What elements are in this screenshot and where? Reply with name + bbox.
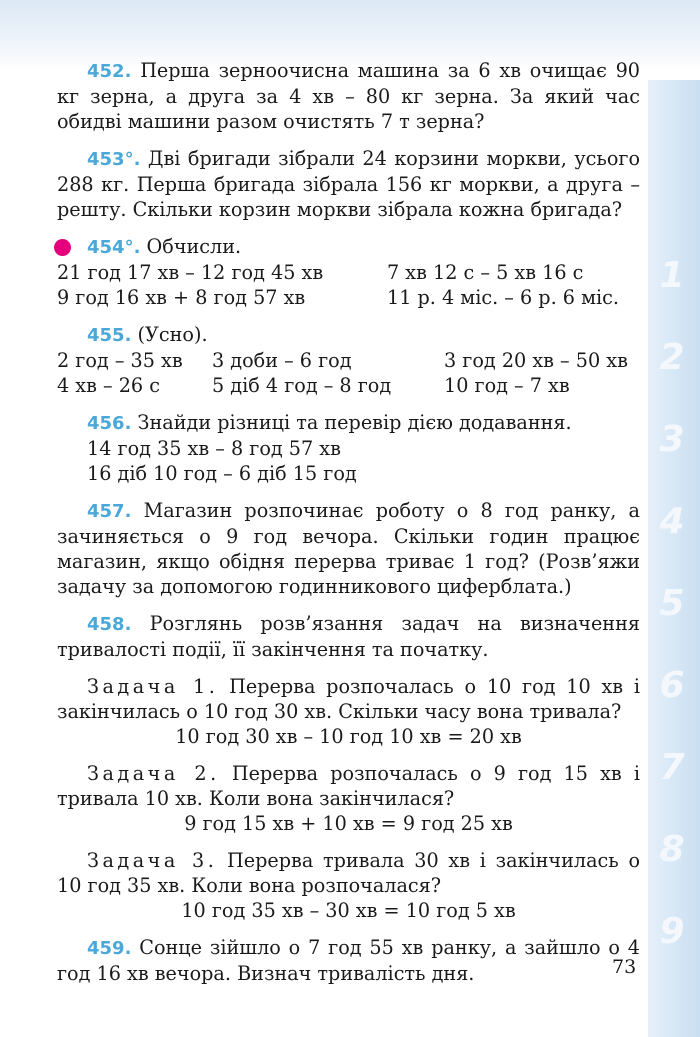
sub-problem xyxy=(57,761,640,836)
task-text: Сонце зійшло о 7 год 55 хв ранку, а зайшло о 4 год 16 хв вечора. Визнач тривалість дня. xyxy=(57,936,640,985)
task-453 xyxy=(57,146,640,222)
expression: 5 діб 4 год – 8 год xyxy=(212,374,392,397)
page-number: 73 xyxy=(612,956,637,978)
expression: 9 год 16 хв + 8 год 57 хв xyxy=(57,286,306,309)
problem-solution: 10 год 30 хв – 10 год 10 хв = 20 хв xyxy=(175,725,522,748)
side-number: 4 xyxy=(659,501,685,542)
expression: 3 доби – 6 год xyxy=(212,349,352,372)
problem-solution: 10 год 35 хв – 30 хв = 10 год 5 хв xyxy=(181,899,516,922)
problem-label: Задача 3. xyxy=(87,849,218,872)
problem-label: Задача 2. xyxy=(87,762,220,785)
sub-problem xyxy=(57,674,640,749)
task-text: Магазин розпочинає роботу о 8 год ранку, а зачиняється о 9 год вечора. Скільки годин працює магазин, якщо обідня перерва триває 1 год? (Розв’яжи задачу за допомогою годинникового циферблата.) xyxy=(57,499,640,598)
task-number: 456. xyxy=(87,413,132,434)
task-text: Знайди різниці та перевір дією додавання. xyxy=(137,411,572,434)
task-458 xyxy=(57,611,640,923)
side-number: 5 xyxy=(659,583,685,624)
page-content xyxy=(57,58,640,998)
task-number: 454°. xyxy=(87,237,141,258)
expression: 4 хв – 26 с xyxy=(57,374,160,397)
task-text: Обчисли. xyxy=(146,235,242,258)
expression-row xyxy=(57,348,640,373)
task-text: Дві бригади зібрали 24 корзини моркви, усього 288 кг. Перша бригада зібрала 156 кг моркви, а друга – решту. Скільки корзин моркви зібрала кожна бригада? xyxy=(57,147,640,221)
task-number: 453°. xyxy=(87,149,141,170)
task-number: 458. xyxy=(87,614,132,635)
side-number: 2 xyxy=(659,337,685,378)
problem-label: Задача 1. xyxy=(87,675,219,698)
problem-text: Перерва розпочалась о 10 год 10 хв і закінчилась о 10 год 30 хв. Скільки часу вона тривала? xyxy=(57,675,640,723)
expression-row xyxy=(57,260,640,285)
side-strip xyxy=(648,80,700,1037)
side-number: 3 xyxy=(659,419,685,460)
side-number: 8 xyxy=(659,829,685,870)
side-number: 6 xyxy=(659,665,685,706)
bullet-dot-icon xyxy=(54,239,71,256)
task-text: (Усно). xyxy=(137,323,208,346)
task-454 xyxy=(57,234,640,310)
expression: 21 год 17 хв – 12 год 45 хв xyxy=(57,261,324,284)
task-459 xyxy=(57,935,640,986)
side-number: 9 xyxy=(659,911,685,952)
task-number: 455. xyxy=(87,325,132,346)
task-text: Перша зерноочисна машина за 6 хв очищає 90 кг зерна, а друга за 4 хв – 80 кг зерна. За який час обидві машини разом очистять 7 т зерна? xyxy=(57,59,640,133)
expression-row xyxy=(57,373,640,398)
expression: 16 діб 10 год – 6 діб 15 год xyxy=(87,462,357,485)
sub-problem xyxy=(57,848,640,923)
task-457 xyxy=(57,498,640,599)
problem-solution: 9 год 15 хв + 10 хв = 9 год 25 хв xyxy=(184,812,513,835)
task-number: 459. xyxy=(87,938,132,959)
side-number: 7 xyxy=(659,747,685,788)
expression: 2 год – 35 хв xyxy=(57,349,183,372)
task-455 xyxy=(57,322,640,398)
expression: 7 хв 12 с – 5 хв 16 с xyxy=(387,261,584,284)
expression: 14 год 35 хв – 8 год 57 хв xyxy=(87,437,341,460)
task-number: 452. xyxy=(87,61,132,82)
expression: 3 год 20 хв – 50 хв xyxy=(444,349,628,372)
task-456 xyxy=(57,410,640,486)
expression: 11 р. 4 міс. – 6 р. 6 міс. xyxy=(387,286,620,309)
side-number: 1 xyxy=(659,255,685,296)
problem-text: Перерва розпочалась о 9 год 15 хв і тривала 10 хв. Коли вона закінчилася? xyxy=(57,762,640,810)
task-452 xyxy=(57,58,640,134)
expression-row xyxy=(57,285,640,310)
task-number: 457. xyxy=(87,501,132,522)
problem-text: Перерва тривала 30 хв і закінчилась о 10 год 35 хв. Коли вона розпочалася? xyxy=(57,849,640,897)
expression: 10 год – 7 хв xyxy=(444,374,570,397)
task-text: Розглянь розв’язання задач на визначення тривалості події, її закінчення та початку. xyxy=(57,612,640,661)
